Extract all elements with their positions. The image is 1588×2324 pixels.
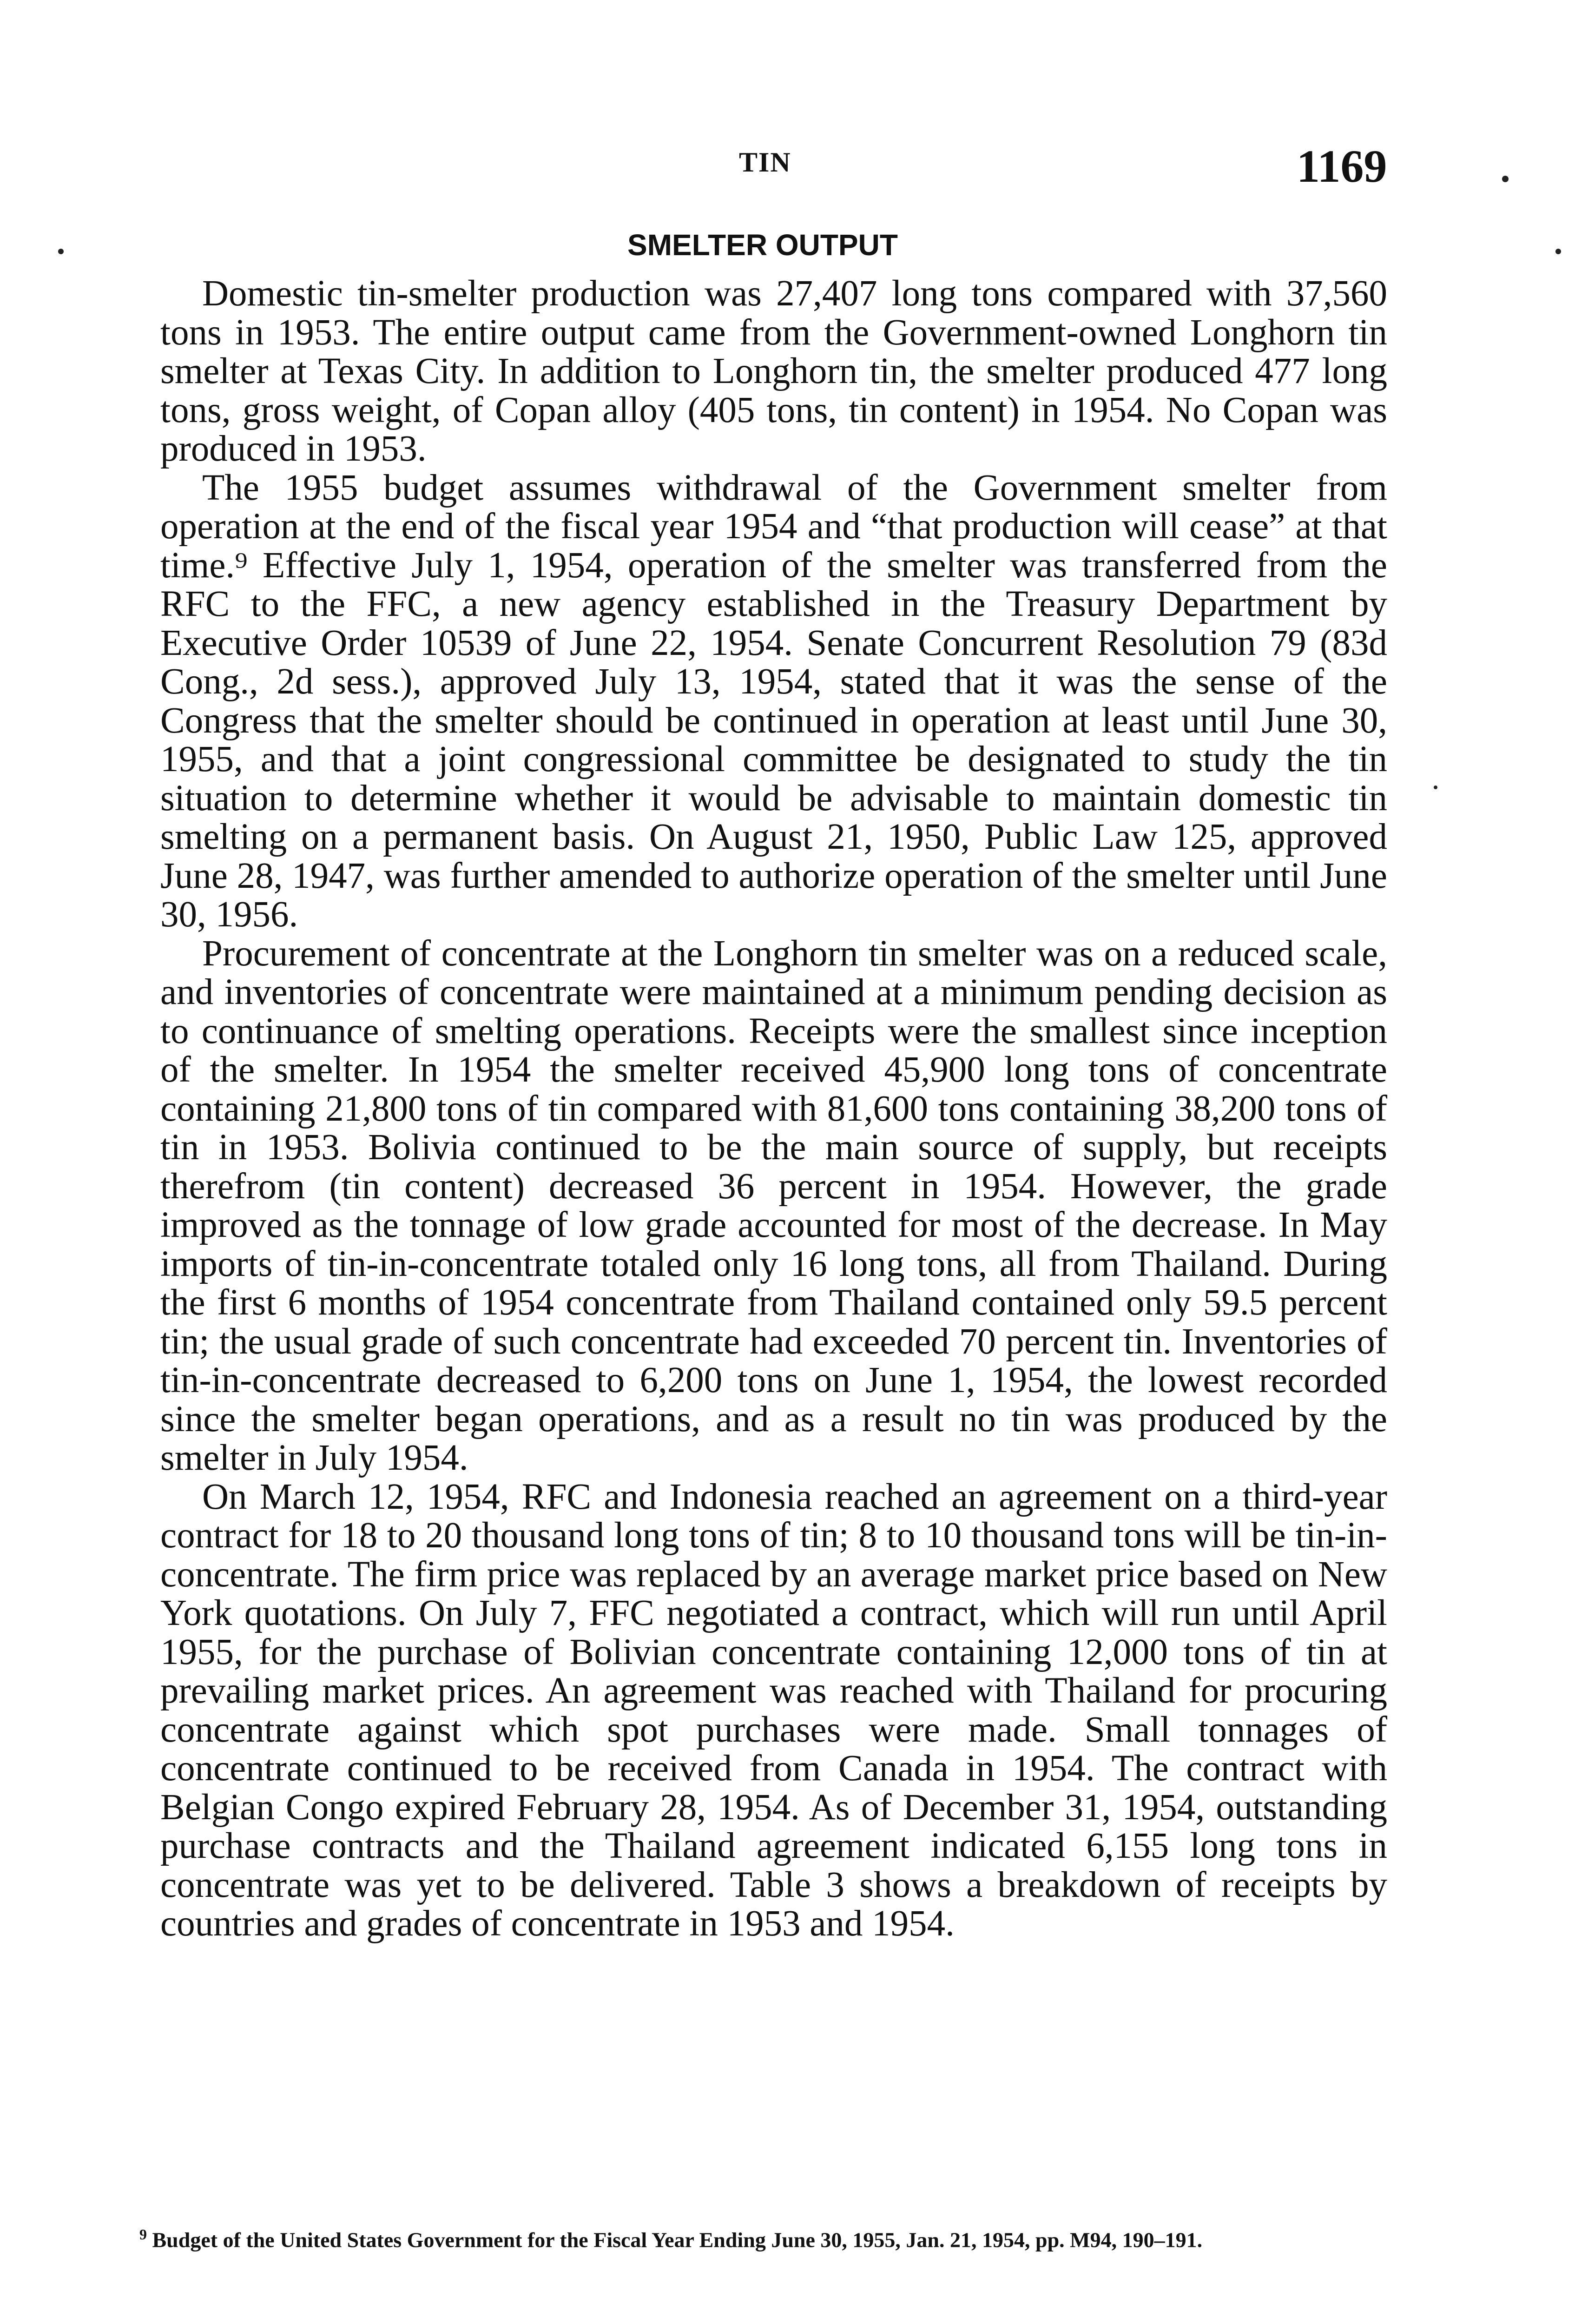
footnote [139, 2222, 1385, 2252]
scan-speck [1502, 176, 1509, 182]
page-number: 1169 [1297, 140, 1387, 192]
paragraph-budget: The 1955 budget assumes withdrawal of the Government smelter from operation at the end of the fiscal year 1954 and “that production will cease” at that time.⁹ Effective July 1, 1954, operation of the smelter was transferred from the RFC to the FFC, a new agency established in the Treasury Department by Executive Order 10539 of June 22, 1954. Senate Concurrent Resolution 79 (83d Cong., 2d sess.), approved July 13, 1954, stated that it was the sense of the Congress that the smelter should be continued in operation at least until June 30, 1955, and that a joint congressional committee be designated to study the tin situation to determine whether it would be advisable to maintain domestic tin smelting on a permanent basis. On August 21, 1950, Public Law 125, approved June 28, 1947, was further amended to authorize operation of the smelter until June 30, 1956. [160, 467, 1387, 935]
scan-speck [1555, 249, 1561, 254]
scan-speck [1434, 786, 1437, 789]
running-title: TIN [739, 147, 791, 178]
paragraph-procurement: Procurement of concentrate at the Longhorn tin smelter was on a reduced scale, and inventories of concentrate were maintained at a minimum pending decision as to continuance of smelting operations. Receipts were the smallest since inception of the smelter. In 1954 the smelter received 45,900 long tons of concentrate containing 21,800 tons of tin compared with 81,600 tons containing 38,200 tons of tin in 1953. Bolivia continued to be the main source of supply, but receipts therefrom (tin content) decreased 36 percent in 1954. However, the grade improved as the tonnage of low grade accounted for most of the decrease. In May imports of tin-in-concentrate totaled only 16 long tons, all from Thailand. During the first 6 months of 1954 concentrate from Thailand contained only 59.5 percent tin; the usual grade of such concentrate had exceeded 70 percent tin. Inventories of tin-in-concentrate decreased to 6,200 tons on June 1, 1954, the lowest recorded since the smelter began operations, and as a result no tin was produced by the smelter in July 1954. [160, 933, 1387, 1478]
paragraph-production: Domestic tin-smelter production was 27,407 long tons compared with 37,560 tons in 1953. The entire output came from the Government-owned Longhorn tin smelter at Texas City. In addition to Longhorn tin, the smelter produced 477 long tons, gross weight, of Copan alloy (405 tons, tin content) in 1954. No Copan was produced in 1953. [160, 273, 1387, 469]
footnote-marker: 9 [139, 2226, 147, 2243]
paragraph-contracts: On March 12, 1954, RFC and Indonesia reached an agreement on a third-year contract for 18 to 20 thousand long tons of tin; 8 to 10 thousand tons will be tin-in-concentrate. The firm price was replaced by an average market price based on New York quotations. On July 7, FFC negotiated a contract, which will run until April 1955, for the purchase of Bolivian concentrate containing 12,000 tons of tin at prevailing market prices. An agreement was reached with Thailand for procuring concentrate against which spot purchases were made. Small tonnages of concentrate continued to be received from Canada in 1954. The contract with Belgian Congo expired February 28, 1954. As of December 31, 1954, outstanding purchase contracts and the Thailand agreement indicated 6,155 long tons in concentrate was yet to be delivered. Table 3 shows a breakdown of receipts by countries and grades of concentrate in 1953 and 1954. [160, 1476, 1387, 1944]
body-text [160, 274, 1387, 1943]
footnote-text: Budget of the United States Government for the Fiscal Year Ending June 30, 1955, Jan. 21, 1954, pp. M94, 190–191. [152, 2228, 1203, 2252]
scan-speck [58, 249, 64, 254]
section-title: SMELTER OUTPUT [627, 228, 898, 262]
